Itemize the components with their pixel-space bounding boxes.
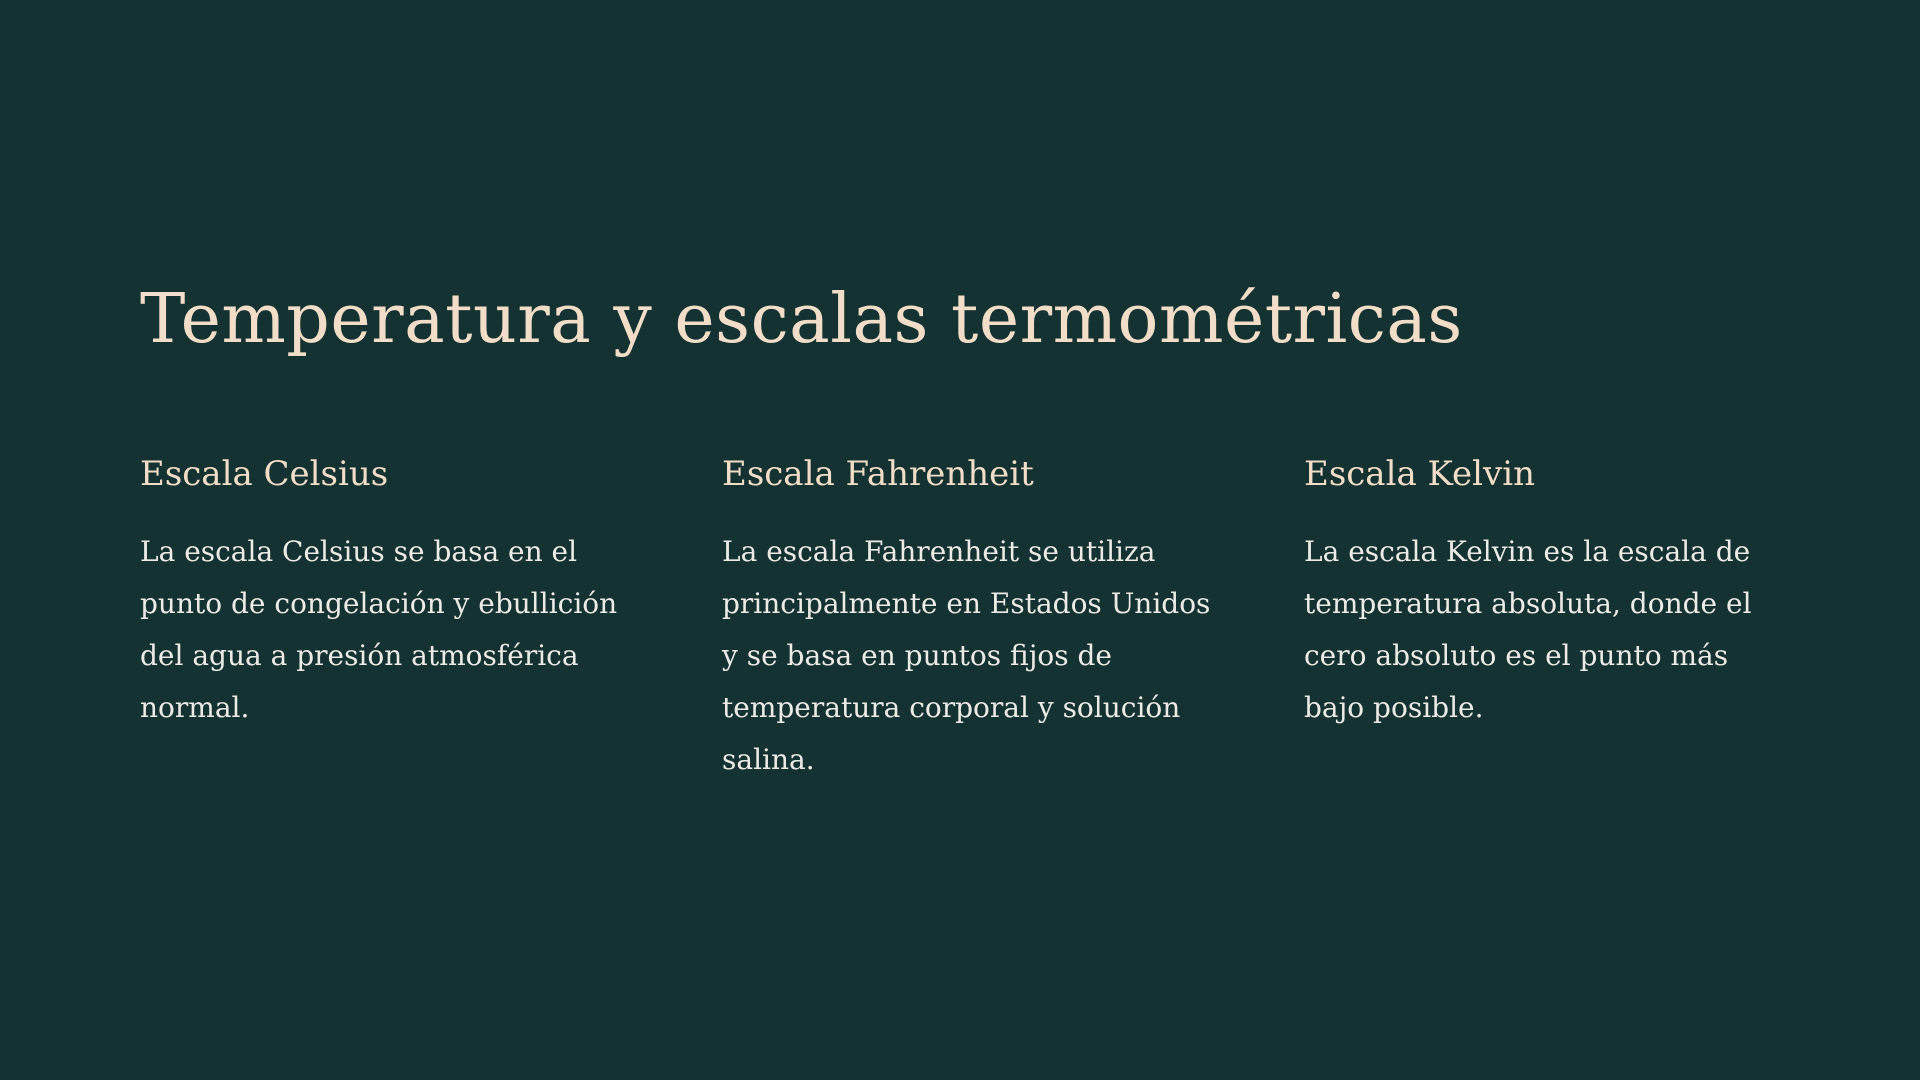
column-heading-kelvin: Escala Kelvin	[1304, 454, 1535, 494]
column-body-kelvin: La escala Kelvin es la escala de temperatura absoluta, donde el cero absoluto es el punto más bajo posible.	[1304, 535, 1752, 724]
column-heading-celsius: Escala Celsius	[140, 454, 389, 494]
scales-columns	[140, 446, 1800, 806]
column-body-fahrenheit: La escala Fahrenheit se utiliza principalmente en Estados Unidos y se basa en puntos fijos de temperatura corporal y solución salina.	[722, 535, 1211, 776]
column-body-celsius: La escala Celsius se basa en el punto de congelación y ebullición del agua a presión atmosférica normal.	[140, 535, 618, 724]
column-kelvin	[1304, 446, 1794, 734]
slide-title: Temperatura y escalas termométricas	[140, 280, 1463, 359]
column-heading-fahrenheit: Escala Fahrenheit	[722, 454, 1034, 494]
column-fahrenheit	[722, 446, 1212, 786]
column-celsius	[140, 446, 630, 734]
